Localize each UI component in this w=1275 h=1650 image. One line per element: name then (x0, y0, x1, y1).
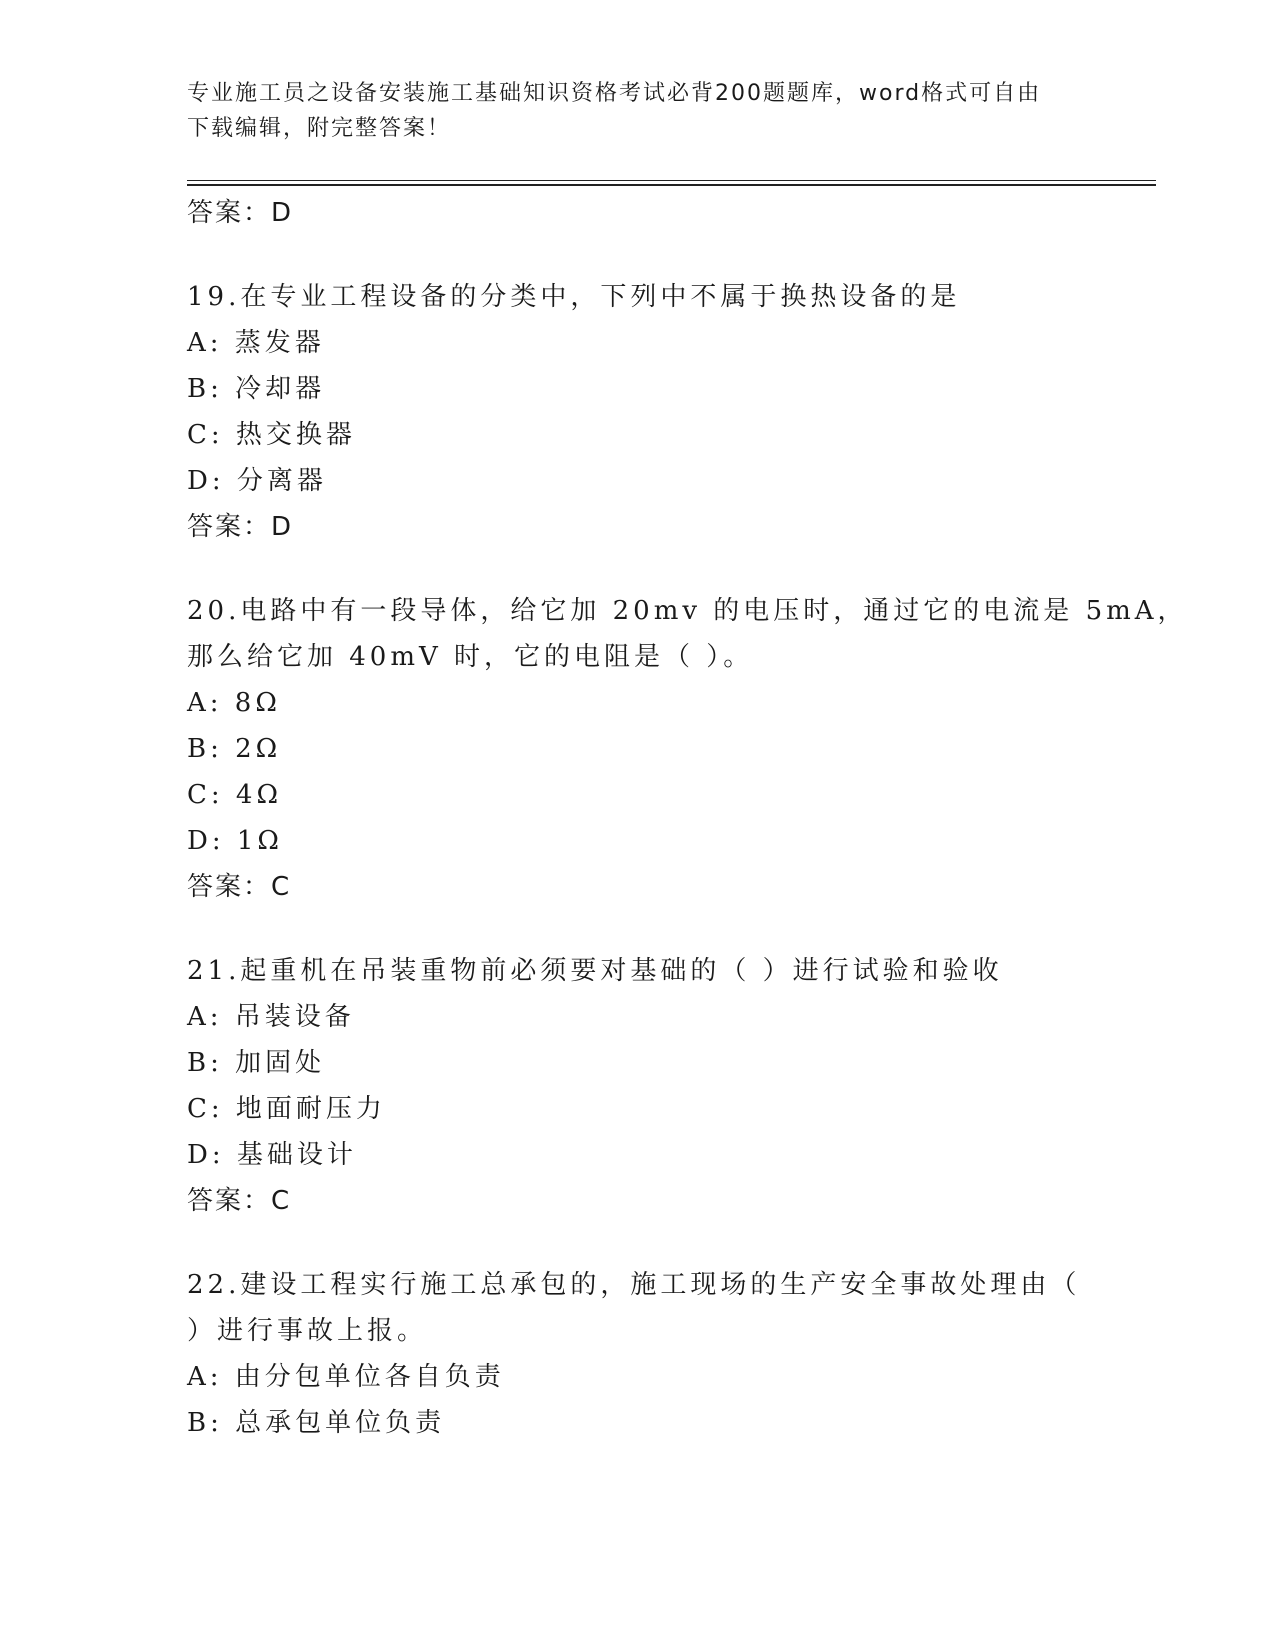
question-stem-continued: ）进行事故上报。 (187, 1316, 428, 1346)
question-stem: 22.建设工程实行施工总承包的，施工现场的生产安全事故处理由（ (187, 1270, 1081, 1300)
question-stem: 19.在专业工程设备的分类中，下列中不属于换热设备的是 (187, 282, 961, 312)
answer-line: 答案：C (187, 1186, 292, 1216)
document-header (187, 76, 1067, 146)
option-a: A: 吊装设备 (187, 1002, 355, 1032)
question-stem: 20.电路中有一段导体，给它加 20mv 的电压时，通过它的电流是 5mA， (187, 596, 1188, 626)
option-d: D: 1Ω (187, 826, 283, 856)
option-b: B: 冷却器 (187, 374, 326, 404)
option-d: D: 分离器 (187, 466, 327, 496)
question-list (187, 190, 1188, 1446)
question-stem: 21.起重机在吊装重物前必须要对基础的（ ）进行试验和验收 (187, 956, 1003, 986)
answer-line: 答案：D (187, 512, 294, 542)
option-c: C: 热交换器 (187, 420, 356, 450)
header-line-1: 专业施工员之设备安装施工基础知识资格考试必背200题题库，word格式可自由 (187, 81, 1042, 106)
header-divider-bottom (187, 184, 1156, 186)
option-c: C: 4Ω (187, 780, 283, 810)
option-c: C: 地面耐压力 (187, 1094, 386, 1124)
option-b: B: 加固处 (187, 1048, 326, 1078)
question-stem-continued: 那么给它加 40mV 时，它的电阻是（ ）。 (187, 642, 754, 672)
option-d: D: 基础设计 (187, 1140, 357, 1170)
option-a: A: 由分包单位各自负责 (187, 1362, 505, 1392)
question-block (187, 948, 1087, 1224)
question-block (187, 274, 1087, 550)
header-divider-top (187, 180, 1156, 181)
option-b: B: 总承包单位负责 (187, 1408, 446, 1438)
header-line-2: 下载编辑，附完整答案！ (187, 116, 452, 141)
option-b: B: 2Ω (187, 734, 282, 764)
question-block (187, 1262, 1087, 1446)
option-a: A: 蒸发器 (187, 328, 325, 358)
option-a: A: 8Ω (187, 688, 281, 718)
question-block (187, 588, 1188, 910)
answer-line: 答案：C (187, 872, 292, 902)
answer-line: 答案：D (187, 198, 294, 228)
